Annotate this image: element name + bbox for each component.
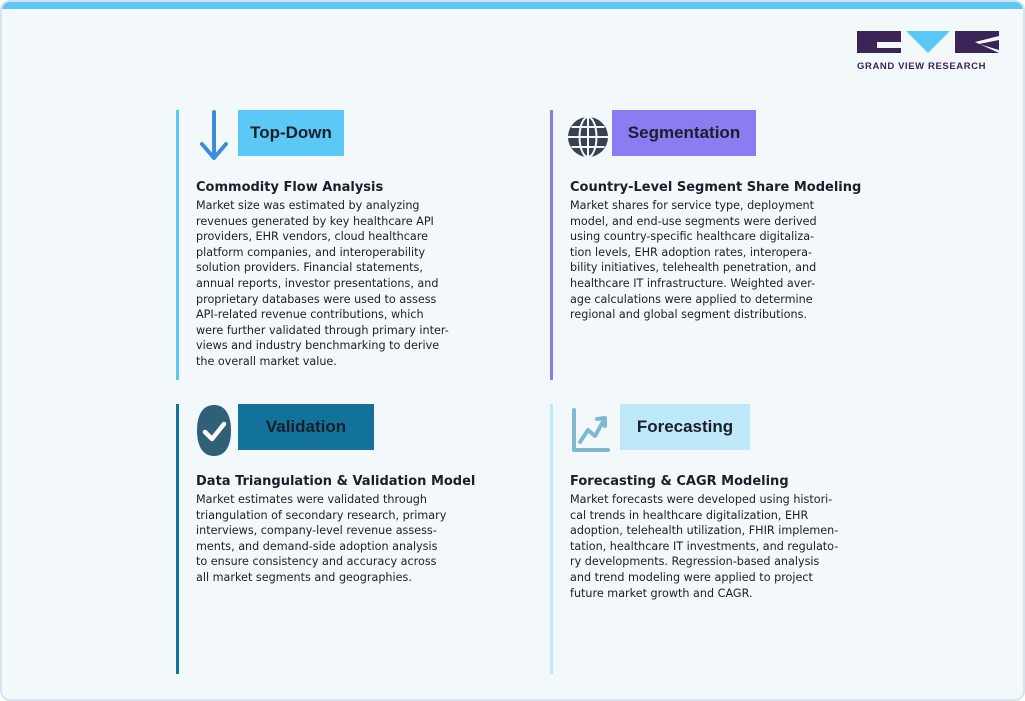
section-divider-line [176, 404, 179, 674]
body-line: annual reports, investor presentations, and [196, 276, 439, 290]
section-divider-line [550, 404, 553, 674]
section-title: Country-Level Segment Share Modeling [570, 180, 862, 195]
section-forecasting [550, 404, 880, 674]
body-line: to ensure consistency and accuracy across [196, 555, 437, 569]
body-line: all market segments and geographies. [196, 570, 412, 584]
section-segmentation [550, 110, 880, 380]
section-label: Segmentation [612, 110, 756, 156]
trend-chart-icon [568, 404, 620, 456]
section-label: Top-Down [238, 110, 344, 156]
section-body [196, 198, 471, 370]
section-title: Data Triangulation & Validation Model [196, 474, 476, 489]
body-line: the overall market value. [196, 354, 337, 368]
body-line: triangulation of secondary research, primary [196, 508, 447, 522]
section-validation [176, 404, 506, 674]
body-line: platform companies, and interoperability [196, 245, 426, 259]
body-line: bility initiatives, telehealth penetration, and [570, 261, 817, 275]
body-line: adoption, telehealth utilization, FHIR implemen- [570, 524, 839, 538]
body-line: interviews, company-level revenue assess- [196, 524, 437, 538]
body-line: cal trends in healthcare digitalization, EHR [570, 508, 809, 522]
body-line: ments, and demand-side adoption analysis [196, 539, 438, 553]
section-title: Forecasting & CAGR Modeling [570, 474, 789, 489]
body-line: Market shares for service type, deployment [570, 199, 814, 212]
body-line: providers, EHR vendors, cloud healthcare [196, 230, 428, 244]
body-line: were further validated through primary inter- [196, 323, 449, 337]
body-line: tion levels, EHR adoption rates, interopera- [570, 245, 813, 259]
section-divider-line [550, 110, 553, 380]
top-accent-bar [2, 2, 1023, 9]
body-line: Market size was estimated by analyzing [196, 199, 420, 212]
body-line: revenues generated by key healthcare API [196, 214, 434, 228]
grand-view-research-logo [857, 31, 999, 72]
section-divider-line [176, 110, 179, 380]
body-line: model, and end-use segments were derived [570, 214, 817, 228]
body-line: Market forecasts were developed using histori- [570, 493, 833, 506]
section-top-down [176, 110, 506, 380]
section-label: Validation [238, 404, 374, 450]
section-body [570, 492, 845, 601]
body-line: using country-specific healthcare digitaliza- [570, 230, 815, 244]
section-title: Commodity Flow Analysis [196, 180, 384, 195]
body-line: solution providers. Financial statements, [196, 261, 423, 275]
body-line: views and industry benchmarking to derive [196, 339, 440, 353]
section-body [196, 492, 471, 586]
body-line: proprietary databases were used to assess [196, 292, 437, 306]
body-line: ry developments. Regression-based analysis [570, 555, 820, 569]
body-line: regional and global segment distributions. [570, 308, 807, 322]
body-line: tation, healthcare IT investments, and regulato- [570, 539, 839, 553]
body-line: age calculations were applied to determine [570, 292, 813, 306]
body-line: API-related revenue contributions, which [196, 308, 424, 322]
body-line: future market growth and CAGR. [570, 586, 753, 600]
body-line: and trend modeling were applied to project [570, 570, 813, 584]
section-body [570, 198, 845, 323]
body-line: healthcare IT infrastructure. Weighted aver- [570, 276, 816, 290]
logo-text: GRAND VIEW RESEARCH [857, 61, 987, 72]
logo-mark-icon [857, 31, 999, 53]
section-label: Forecasting [620, 404, 750, 450]
body-line: Market estimates were validated through [196, 493, 427, 506]
